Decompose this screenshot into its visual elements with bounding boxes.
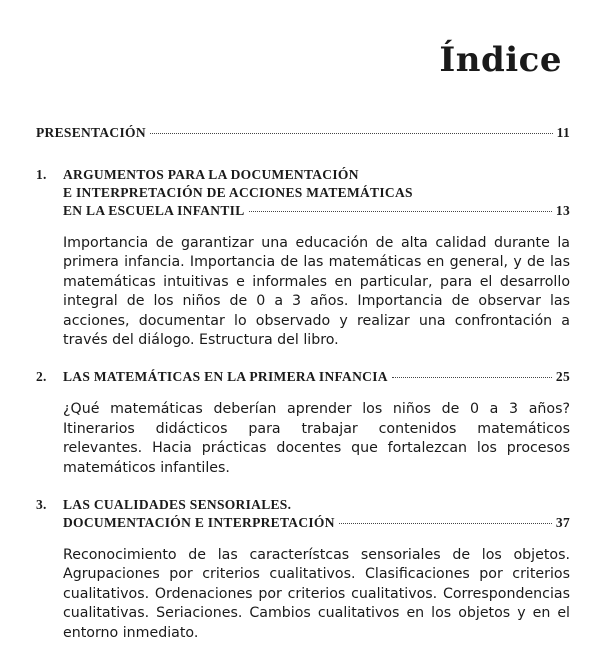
dot-leader <box>339 523 552 524</box>
toc-entry-title <box>63 166 570 220</box>
toc-title-line <box>63 368 570 386</box>
dot-leader <box>392 377 552 378</box>
dot-leader <box>150 133 553 134</box>
toc-entry-title <box>63 368 570 386</box>
chapter-number: 3. <box>36 497 47 513</box>
toc-entry-description: ¿Qué matemáticas deberían aprender los niños de 0 a 3 años? Itinerarios didácticos para trabajar contenidos matemáticos relevantes. Hacia prácticas docentes que fortalezcan los procesos matemáticos infantiles. <box>63 401 570 476</box>
toc-entry-title <box>63 496 570 532</box>
toc-entry-description: Reconocimiento de las característcas sensoriales de los objetos. Agrupaciones por criterios cualitativos. Clasificaciones por criterios cualitativos. Ordenaciones por criterios cualitativos. Correspondencias cualitativas. Seriaciones. Cambios cualitativos en los objetos y en el entorno inmediato. <box>63 547 570 641</box>
chapter-number: 2. <box>36 369 47 385</box>
toc-entry-heading[interactable] <box>36 166 570 220</box>
toc-entry-heading[interactable] <box>36 496 570 532</box>
toc-title-line <box>36 124 570 142</box>
toc-entry-title <box>36 124 570 142</box>
toc-entry-chapter-1[interactable] <box>36 166 570 350</box>
toc-title-text: LAS MATEMÁTICAS EN LA PRIMERA INFANCIA <box>63 369 388 385</box>
toc-title-line <box>63 514 570 532</box>
toc-page-number: 11 <box>556 125 570 140</box>
toc-title-line <box>63 202 570 220</box>
page-title: Índice <box>439 40 562 80</box>
toc-page-number: 37 <box>555 515 570 531</box>
toc-title-line: E INTERPRETACIÓN DE ACCIONES MATEMÁTICAS <box>63 185 413 200</box>
toc-title-text: PRESENTACIÓN <box>36 125 146 140</box>
toc-entry-chapter-2[interactable] <box>36 368 570 478</box>
table-of-contents <box>36 124 570 643</box>
toc-entry-chapter-3[interactable] <box>36 496 570 643</box>
chapter-number: 1. <box>36 167 47 182</box>
toc-title-line: LAS CUALIDADES SENSORIALES. <box>63 497 292 513</box>
toc-page-number: 25 <box>555 369 570 385</box>
toc-entry-heading[interactable] <box>36 368 570 386</box>
toc-title-text: DOCUMENTACIÓN E INTERPRETACIÓN <box>63 515 335 531</box>
dot-leader <box>249 211 552 212</box>
toc-entry-description: Importancia de garantizar una educación de alta calidad durante la primera infancia. Importancia de las matemáticas en general, y de las matemáticas intuitivas e informales en particular, para el desarrollo integral de los niños de 0 a 3 años. Importancia de observar las acciones, documentar lo observado y realizar una confrontación a través del diálogo. Estructura del libro. <box>63 235 570 349</box>
toc-page-number: 13 <box>555 203 570 218</box>
toc-entry-presentacion[interactable] <box>36 124 570 142</box>
toc-title-text: EN LA ESCUELA INFANTIL <box>63 203 245 218</box>
toc-title-line: ARGUMENTOS PARA LA DOCUMENTACIÓN <box>63 167 359 182</box>
toc-entry-heading[interactable] <box>36 124 570 142</box>
